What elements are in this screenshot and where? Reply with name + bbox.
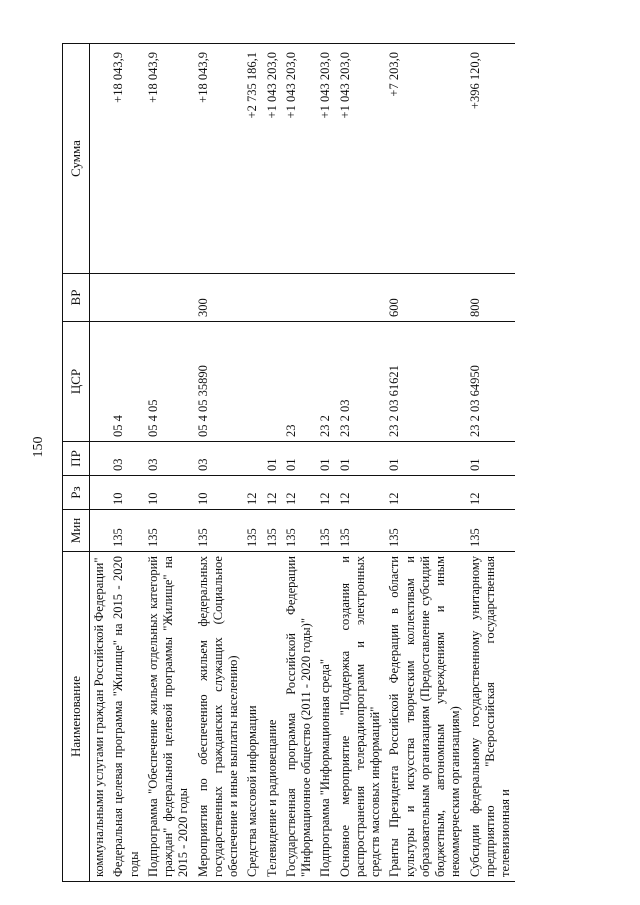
table-row: [263, 44, 282, 882]
cell-pr: 03: [194, 442, 244, 476]
cell-csr: 23 2 03: [336, 322, 386, 442]
cell-name: Телевидение и радиовещание: [263, 552, 282, 882]
cell-rz: [90, 476, 110, 510]
page-number: 150: [31, 436, 46, 458]
cell-csr: 23 2: [316, 322, 335, 442]
cell-sum: +18 043,9: [144, 44, 194, 274]
cell-vr: [282, 274, 317, 322]
cell-csr: 05 4: [109, 322, 144, 442]
cell-sum: +1 043 203,0: [282, 44, 317, 274]
cell-vr: 300: [194, 274, 244, 322]
cell-csr: [263, 322, 282, 442]
cell-sum: +1 043 203,0: [263, 44, 282, 274]
cell-vr: [90, 274, 110, 322]
cell-rz: 12: [385, 476, 465, 510]
header-pr: ПР: [63, 442, 90, 476]
cell-sum: [90, 44, 110, 274]
cell-csr: 05 4 05 35890: [194, 322, 244, 442]
cell-name: Подпрограмма "Обеспечение жильем отдельных категорий граждан" федеральной целевой программы "Жилище" на 2015 - 2020 годы: [144, 552, 194, 882]
cell-name: Подпрограмма "Информационная среда": [316, 552, 335, 882]
cell-sum: +396 120,0: [466, 44, 516, 274]
table-row: [144, 44, 194, 882]
cell-min: 135: [282, 510, 317, 552]
cell-min: 135: [144, 510, 194, 552]
cell-vr: [263, 274, 282, 322]
header-min: Мин: [63, 510, 90, 552]
cell-vr: [243, 274, 262, 322]
cell-csr: 23: [282, 322, 317, 442]
table-header-row: [63, 44, 90, 882]
table-row: [282, 44, 317, 882]
cell-vr: 800: [466, 274, 516, 322]
cell-vr: [109, 274, 144, 322]
budget-table: [62, 43, 515, 882]
cell-pr: [243, 442, 262, 476]
header-vr: ВР: [63, 274, 90, 322]
cell-rz: 12: [316, 476, 335, 510]
table-row: [466, 44, 516, 882]
cell-vr: 600: [385, 274, 465, 322]
table-row: [385, 44, 465, 882]
cell-name: Государственная программа Российской Федерации "Информационное общество (2011 - 2020 годы)": [282, 552, 317, 882]
cell-csr: 23 2 03 61621: [385, 322, 465, 442]
cell-rz: 10: [144, 476, 194, 510]
cell-rz: 12: [263, 476, 282, 510]
cell-sum: +1 043 203,0: [336, 44, 386, 274]
cell-sum: +18 043,9: [109, 44, 144, 274]
cell-min: 135: [466, 510, 516, 552]
cell-rz: 12: [243, 476, 262, 510]
cell-name: Мероприятия по обеспечению жильем федеральных государственных гражданских служащих (Социальное обеспечение и иные выплаты населению): [194, 552, 244, 882]
cell-sum: +7 203,0: [385, 44, 465, 274]
header-rz: Рз: [63, 476, 90, 510]
table-row: [109, 44, 144, 882]
cell-rz: 12: [282, 476, 317, 510]
cell-sum: +1 043 203,0: [316, 44, 335, 274]
cell-vr: [336, 274, 386, 322]
table-row: [316, 44, 335, 882]
cell-rz: 10: [109, 476, 144, 510]
cell-sum: +2 735 186,1: [243, 44, 262, 274]
cell-name: Субсидии федеральному государственному унитарному предприятию "Всероссийская государственная телевизионная и: [466, 552, 516, 882]
cell-pr: 01: [336, 442, 386, 476]
cell-name: Средства массовой информации: [243, 552, 262, 882]
cell-pr: 03: [144, 442, 194, 476]
cell-min: 135: [385, 510, 465, 552]
cell-pr: 01: [282, 442, 317, 476]
table-row: [90, 44, 110, 882]
cell-min: 135: [194, 510, 244, 552]
cell-min: [90, 510, 110, 552]
cell-rz: 10: [194, 476, 244, 510]
cell-name: коммунальными услугами граждан Российской Федерации": [90, 552, 110, 882]
cell-pr: 03: [109, 442, 144, 476]
cell-csr: 23 2 03 64950: [466, 322, 516, 442]
cell-pr: 01: [263, 442, 282, 476]
cell-csr: [243, 322, 262, 442]
cell-rz: 12: [466, 476, 516, 510]
table-row: [243, 44, 262, 882]
header-csr: ЦСР: [63, 322, 90, 442]
cell-min: 135: [109, 510, 144, 552]
cell-name: Основное мероприятие "Поддержка создания и распространения телерадиопрограмм и электронных средств массовых информаций": [336, 552, 386, 882]
table-row: [194, 44, 244, 882]
cell-pr: 01: [466, 442, 516, 476]
cell-csr: [90, 322, 110, 442]
cell-csr: 05 4 05: [144, 322, 194, 442]
cell-min: 135: [243, 510, 262, 552]
cell-vr: [316, 274, 335, 322]
cell-pr: [90, 442, 110, 476]
table-row: [336, 44, 386, 882]
cell-min: 135: [316, 510, 335, 552]
cell-name: Гранты Президента Российской Федерации в области культуры и искусства творческим коллективам и образовательным организациям (Предоставление субсидий бюджетным, автономным учреждениям и иным некоммерческим организациям): [385, 552, 465, 882]
budget-table-sheet: [62, 22, 582, 882]
cell-name: Федеральная целевая программа "Жилище" на 2015 - 2020 годы: [109, 552, 144, 882]
cell-min: 135: [263, 510, 282, 552]
cell-pr: 01: [385, 442, 465, 476]
cell-pr: 01: [316, 442, 335, 476]
cell-vr: [144, 274, 194, 322]
header-name: Наименование: [63, 552, 90, 882]
cell-min: 135: [336, 510, 386, 552]
cell-sum: +18 043,9: [194, 44, 244, 274]
cell-rz: 12: [336, 476, 386, 510]
header-sum: Сумма: [63, 44, 90, 274]
